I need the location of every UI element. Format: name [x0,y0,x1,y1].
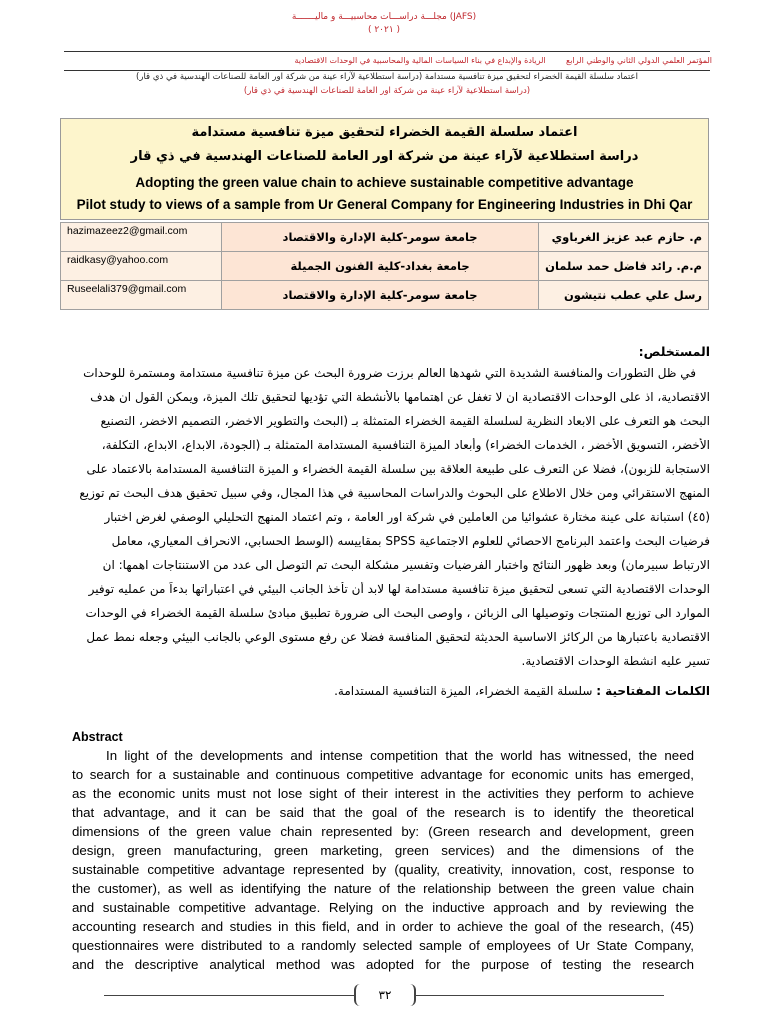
running-title: اعتماد سلسلة القيمة الخضراء لتحقيق ميزة تنافسية مستدامة (دراسة استطلاعية لآراء عينة من شركة اور العامة للصناعات الهندسية في ذي قار) [136,72,638,82]
author-email[interactable]: hazimazeez2@gmail.com [61,223,222,252]
author-name: م. حازم عبد عزيز الغرباوي [539,223,709,252]
conference-name: المؤتمر العلمي الدولي الثاني والوطني الرابع [566,56,712,65]
arabic-abstract-line: الاستجابة للزبون)، فضلا عن التعرف على طبيعة العلاقة بين سلسلة القيمة الخضراء و الميزة التنافسية المستدامة بالاعتماد على [86,462,710,476]
english-abstract-line: and the descriptive analytical method was adopted for the purpose of testing the research [72,957,694,972]
author-email[interactable]: raidkasy@yahoo.com [61,252,222,281]
english-title: Adopting the green value chain to achieve sustainable competitive advantage [135,175,634,190]
author-row [61,281,709,310]
header-divider [64,70,710,71]
arabic-abstract-line: الارتباط سبيرمان) وبعد ظهور النتائج واختبار الفرضيات وتفسير مشكلة البحث تم التوصل الى عدد من الاستنتاجات اهمها: ان [102,558,710,572]
author-affiliation: جامعة سومر-كلية الإدارة والاقتصاد [221,223,538,252]
arabic-abstract-line: الأخضر، التسويق الأخضر ، الخدمات الخضراء) وأبعاد الميزة التنافسية المستدامة المتمثلة بـ (الجودة، الابداع، الابداع، التكلفة، [101,438,710,452]
english-abstract-line: design, green manufacturing, green marketing, green services) and the dimensions of the [72,843,694,858]
page-number: ٣٢ [354,984,416,1006]
english-abstract-line: In light of the developments and intense competition that the world has witnessed, the need [106,748,694,763]
arabic-abstract-line: البحث هو التعرف على الابعاد النظرية لسلسلة القيمة الخضراء المتمثلة بـ (البحث والتطوير الاخضر، التصميم الاخضر، التصنيع [100,414,710,428]
arabic-abstract-line: الاقتصادية، اذ على الوحدات الاقتصادية ان لا تغفل عن اهتمامها بالأنشطة التي تؤديها لتحقيق تلك الميزة، ويمكن القول ان هدف [90,390,710,404]
arabic-title: اعتماد سلسلة القيمة الخضراء لتحقيق ميزة تنافسية مستدامة [191,125,578,140]
authors-table [60,222,709,310]
author-email[interactable]: Ruseelali379@gmail.com [61,281,222,310]
arabic-abstract-line: تسير عليه انشطة الوحدات الاقتصادية. [521,654,710,668]
english-abstract-line: accounting research and studies in this field, and in order to achieve the goal of the research, (45) [72,919,694,934]
journal-issue-year: ( ٢٠٢١ ) [367,25,401,35]
arabic-abstract-heading: المستخلص: [638,344,710,359]
english-abstract-line: and sustainable competitive advantage. Relying on the inductive approach and by reviewing the [72,900,694,915]
title-box [60,118,709,220]
conference-header [72,56,712,65]
keywords [334,684,710,698]
english-abstract-line: sustainable competitive advantage represented by (quality, creativity, innovation, cost, response to [72,862,694,877]
author-name: رسل علي عطب نتيشون [539,281,709,310]
english-abstract-line: dimensions of the green value chain represented by: (Green research and development, green [72,824,694,839]
arabic-abstract-line: المنهج الاستقرائي ومن خلال الاطلاع على البحوث والدراسات المحاسبية في هذا المجال، وفي سبيل تحقيق هدف البحث تم توزيع [79,486,710,500]
english-abstract-line: as the economic units must not lose sight of their interest in the activities they perform to achieve [72,786,694,801]
author-name: م.م. رائد فاضل حمد سلمان [539,252,709,281]
author-row [61,252,709,281]
arabic-abstract-line: الوحدات الاقتصادية التي تسعى لتحقيق ميزة تنافسية مستدامة لها لابد أن تأخذ الجانب البيئي في اعتباراتها بدءاً من عمليه توفير [88,582,710,596]
english-subtitle: Pilot study to views of a sample from Ur General Company for Engineering Industries in Dhi Qar [76,197,693,212]
english-abstract-line: the customer), as well as identifying the nature of the relationship between the green value chain [72,881,694,896]
keywords-text: سلسلة القيمة الخضراء، الميزة التنافسية المستدامة. [334,684,593,698]
arabic-abstract-line: فرضيات البحث واعتمد البرنامج الاحصائي للعلوم الاجتماعية SPSS بمقاييسه (الوسط الحسابي، الانحراف المعياري، معامل [111,534,710,548]
author-affiliation: جامعة بغداد-كلية الفنون الجميلة [221,252,538,281]
arabic-abstract-line: (٤٥) استبانة على عينة مختارة عشوائيا من العاملين في شركة اور العامة ، وتم اعتماد المنهج التحليلي الوصفي لغرض اختبار [104,510,710,524]
header-divider [64,51,710,52]
english-abstract-line: to search for a sustainable and continuous competitive advantage for economic units has emerged, [72,767,694,782]
arabic-abstract-line: الاقتصادية باعتبارها من الركائز الاساسية الحديثة لتحقيق المنافسة فضلا عن رفع مستوى الوعي بالجانب البيئي وجعله نمط عمل [86,630,710,644]
running-subtitle: (دراسة استطلاعية لآراء عينة من شركة اور العامة للصناعات الهندسية في ذي قار) [243,86,531,96]
arabic-subtitle: دراسة استطلاعية لآراء عينة من شركة اور العامة للصناعات الهندسية في ذي قار [130,149,639,164]
conference-theme: الريادة والإبداع في بناء السياسات المالية والمحاسبية في الوحدات الاقتصادية [294,56,546,65]
journal-name: مجلـــة دراســـات محاسبيـــة و ماليـــــــة (JAFS) [291,12,477,22]
keywords-label: الكلمات المفتاحية : [596,684,710,698]
english-abstract-line: that advantage, and it can be said that the goal of the research is to identify the theoretical [72,805,694,820]
arabic-abstract-line: في ظل التطورات والمنافسة الشديدة التي شهدها العالم برزت ضرورة البحث عن ميزة تنافسية مستدامة ومستمرة للوحدات [83,366,696,380]
author-affiliation: جامعة سومر-كلية الإدارة والاقتصاد [221,281,538,310]
arabic-abstract-line: الموارد الى توزيع المنتجات وتوصيلها الى الزبائن ، واوصى البحث الى ضرورة تطبيق مبادئ سلسلة القيمة الخضراء في الوحدات [85,606,710,620]
author-row [61,223,709,252]
english-abstract-line: questionnaires were distributed to a randomly selected sample of employees of Ur State Company, [72,938,694,953]
english-abstract-heading: Abstract [72,730,123,744]
